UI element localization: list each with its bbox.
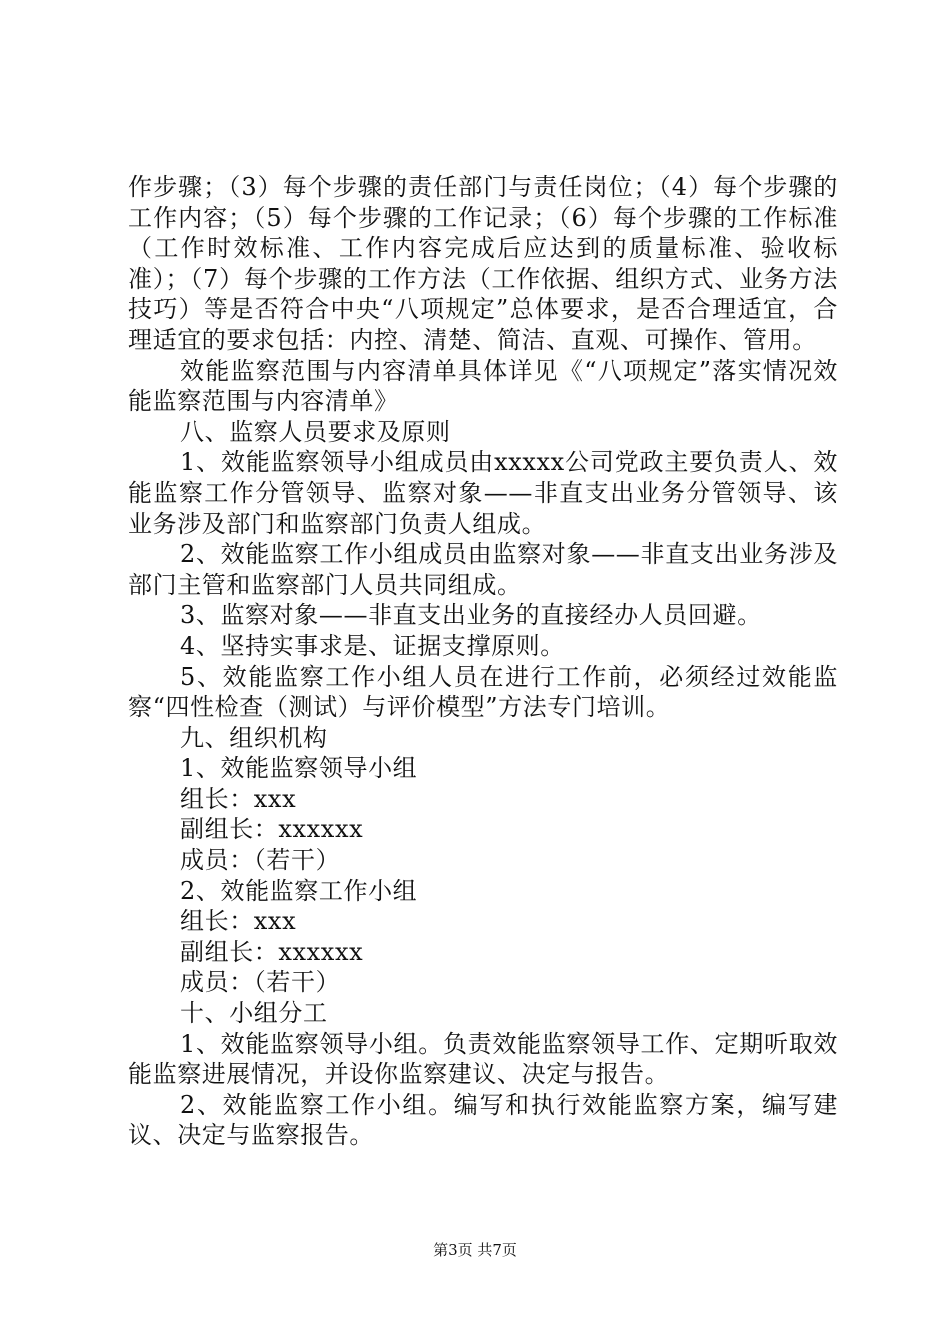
paragraph: 组长：xxx [180,784,297,813]
paragraph: 5、效能监察工作小组人员在进行工作前，必须经过效能监察“四性检查（测试）与评价模型”方法专门培训。 [128,662,838,722]
paragraph: 1、效能监察领导小组。负责效能监察领导工作、定期听取效能监察进展情况，并设你监察建议、决定与报告。 [128,1029,838,1089]
paragraph: 2、效能监察工作小组成员由监察对象——非直支出业务涉及部门主管和监察部门人员共同组成。 [128,540,838,599]
paragraph: 2、效能监察工作小组 [180,876,418,905]
paragraph: 1、效能监察领导小组 [180,754,418,783]
section-heading: 八、监察人员要求及原则 [180,417,451,446]
section-heading: 十、小组分工 [180,999,328,1028]
paragraph: 3、监察对象——非直支出业务的直接经办人员回避。 [180,601,762,630]
document-body [128,172,838,1151]
paragraph: 成员：（若干） [180,846,341,875]
paragraph: 2、效能监察工作小组。编写和执行效能监察方案，编写建议、决定与监察报告。 [128,1090,838,1150]
section-heading: 九、组织机构 [180,723,328,752]
paragraph: 作步骤；（3）每个步骤的责任部门与责任岗位；（4）每个步骤的工作内容；（5）每个步骤的工作记录；（6）每个步骤的工作标准（工作时效标准、工作内容完成后应达到的质量标准、验收标准）；（7）每个步骤的工作方法（工作依据、组织方式、业务方法技巧）等是否符合中央“八项规定”总体要求，是否合理适宜，合理适宜的要求包括：内控、清楚、简洁、直观、可操作、管用。 [128,173,838,354]
paragraph: 成员：（若干） [180,968,341,997]
paragraph: 副组长：xxxxxx [180,815,364,844]
paragraph: 1、效能监察领导小组成员由xxxxx公司党政主要负责人、效能监察工作分管领导、监察对象——非直支出业务分管领导、该业务涉及部门和监察部门负责人组成。 [128,448,838,538]
paragraph: 副组长：xxxxxx [180,937,364,966]
paragraph: 效能监察范围与内容清单具体详见《“八项规定”落实情况效能监察范围与内容清单》 [128,356,838,416]
paragraph: 4、坚持实事求是、证据支撑原则。 [180,631,565,660]
page-number-footer: 第3页 共7页 [433,1241,517,1259]
paragraph: 组长：xxx [180,907,297,936]
